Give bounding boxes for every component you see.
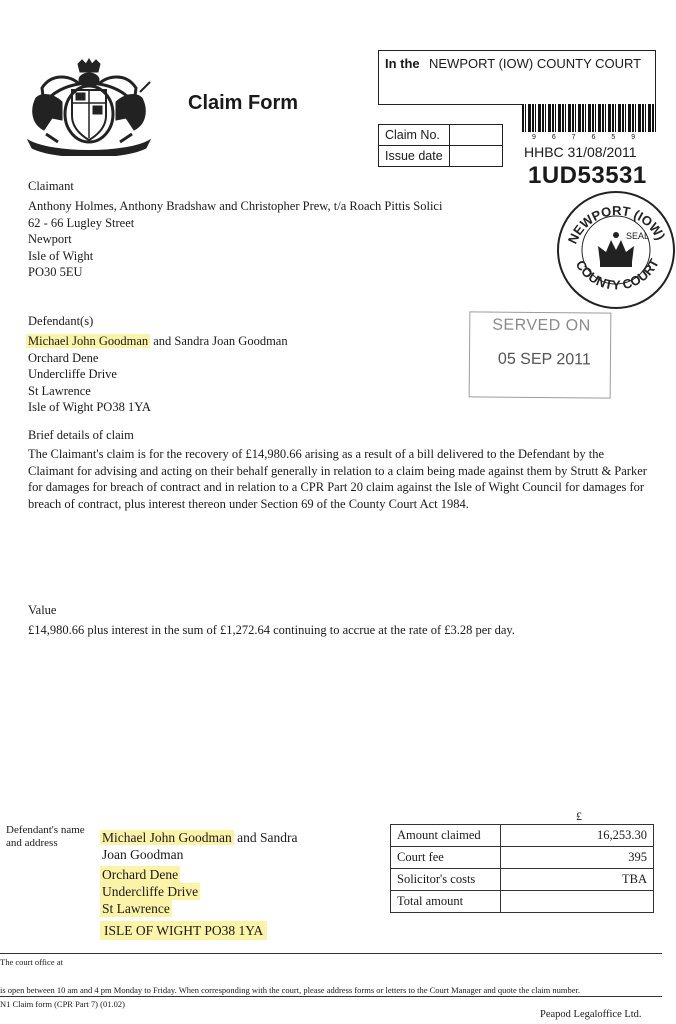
claim-number: 1UD53531 (528, 162, 647, 189)
claim-no-label: Claim No. (379, 125, 450, 146)
defendant-line: Isle of Wight PO38 1YA (28, 400, 151, 414)
claimant-line: Isle of Wight (28, 248, 94, 263)
amount-label: Solicitor's costs (391, 869, 501, 891)
claim-no-value (449, 125, 502, 146)
claimant-line: PO30 5EU (28, 265, 83, 279)
defendant-name-highlight: Michael John Goodman (28, 334, 149, 348)
claimant-line: Newport (28, 232, 72, 246)
footer-defendant-address (100, 829, 297, 940)
seal-center-text: SEAL (626, 231, 650, 241)
footer-name-rest: and Sandra (233, 830, 298, 845)
footer-divider (0, 996, 662, 997)
defendant-name (28, 333, 288, 350)
seal-bottom-text: COUNTY COURT (572, 256, 662, 293)
court-office-text: The court office at (0, 957, 63, 967)
defendant-line: Orchard Dene (28, 350, 99, 365)
currency-header: £ (576, 809, 582, 823)
footer-name-highlight: Michael John Goodman (102, 830, 232, 845)
amounts-table (390, 824, 654, 913)
amount-value: 16,253.30 (501, 825, 654, 847)
amount-label: Court fee (391, 847, 501, 869)
publisher: Peapod Legaloffice Ltd. (540, 1009, 642, 1020)
table-row (391, 847, 654, 869)
claimant-label: Claimant (28, 179, 74, 193)
claim-details-text: The Claimant's claim is for the recovery of £14,980.66 arising as a result of a bill delivered to the Defendant by the Claimant for advising and acting on their behalf generally in relation to a claim being made against them by Strutt & Parker for damages for breach of contract and in relation to a CPR Part 20 claim against the Isle of Wight Council for damages for breach of contract, plus interest thereon under Section 69 of the County Court Act 1984. (28, 447, 647, 511)
royal-coat-of-arms-icon (22, 58, 156, 156)
served-stamp-date: 05 SEP 2011 (497, 350, 591, 369)
footer-defendant-label: Defendant's name and address (6, 824, 85, 849)
court-box (378, 50, 656, 105)
seal-top-text: NEWPORT (IOW) (564, 203, 669, 246)
claimant-line: 62 - 66 Lugley Street (28, 215, 135, 230)
barcode-digits: 9 6 7 6 5 9 (532, 134, 643, 141)
defendant-line: St Lawrence (28, 383, 91, 398)
claimant-line: Anthony Holmes, Anthony Bradshaw and Christopher Prew, t/a Roach Pittis Solici (28, 199, 443, 213)
value-label: Value (28, 603, 57, 617)
footer-line: Orchard Dene (102, 867, 179, 882)
served-stamp-title: SERVED ON (492, 316, 591, 335)
amount-value: 395 (501, 847, 654, 869)
defendant-line: Undercliffe Drive (28, 367, 117, 381)
footer-divider (0, 953, 662, 954)
amount-value: TBA (501, 869, 654, 891)
office-hours-text: is open between 10 am and 4 pm Monday to Friday. When corresponding with the court, please address forms or letters to the Court Manager and quote the claim number. (0, 985, 580, 995)
court-seal-icon (556, 190, 676, 310)
footer-line: St Lawrence (102, 901, 170, 916)
form-id: N1 Claim form (CPR Part 7) (01.02) (0, 999, 125, 1009)
footer-last-line: ISLE OF WIGHT PO38 1YA (100, 921, 267, 940)
court-prefix: In the (385, 56, 420, 71)
court-name: NEWPORT (IOW) COUNTY COURT (429, 56, 642, 71)
footer-name-line2: Joan Goodman (102, 847, 184, 862)
claim-details-label: Brief details of claim (28, 428, 134, 442)
amount-label: Amount claimed (391, 825, 501, 847)
issue-date-label: Issue date (379, 146, 450, 167)
claimant-address (28, 198, 498, 281)
defendant-address (28, 333, 288, 416)
value-text: £14,980.66 plus interest in the sum of £1,272.64 continuing to accrue at the rate of £3.28 per day. (28, 623, 515, 637)
svg-text:NEWPORT (IOW) (565, 203, 669, 246)
table-row (391, 825, 654, 847)
form-title: Claim Form (188, 92, 299, 114)
defendant-name-rest: and Sandra Joan Goodman (150, 334, 288, 348)
claim-number-table (378, 124, 503, 167)
footer-line: Undercliffe Drive (102, 884, 199, 899)
issue-stamp-text: HHBC 31/08/2011 (524, 144, 637, 160)
issue-date-value (449, 146, 502, 167)
defendant-label: Defendant(s) (28, 314, 94, 328)
barcode (522, 104, 656, 132)
amount-label: Total amount (391, 891, 501, 913)
amount-value (501, 891, 654, 913)
footer-defendant-name (100, 829, 297, 846)
table-row (391, 891, 654, 913)
table-row (391, 869, 654, 891)
served-on-stamp (469, 311, 612, 398)
